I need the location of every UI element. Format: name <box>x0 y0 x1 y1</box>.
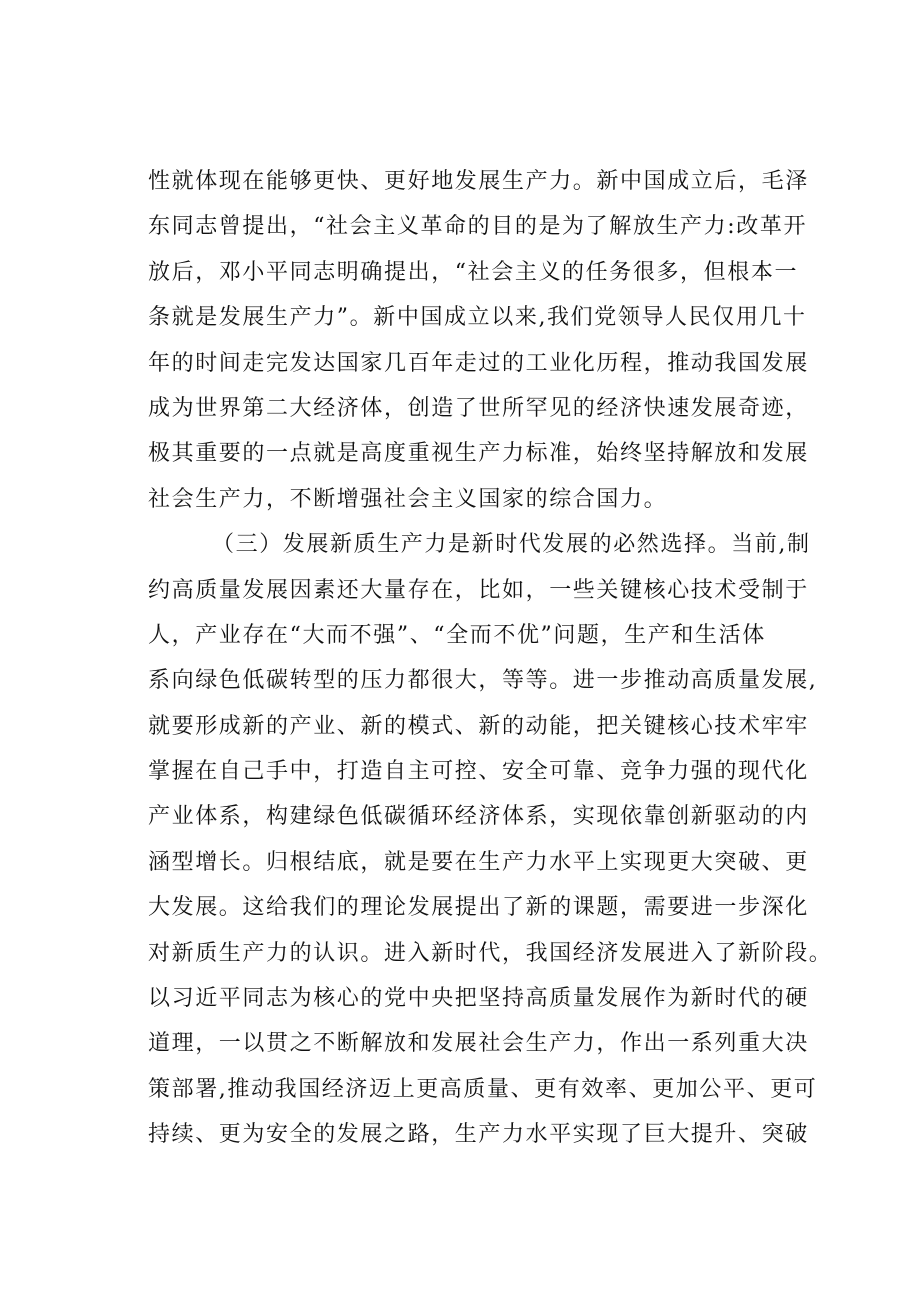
text-line: 成为世界第二大经济体，创造了世所罕见的经济快速发展奇迹， <box>148 395 809 421</box>
text-line: 对新质生产力的认识。进入新时代，我国经济发展进入了新阶段。 <box>148 940 833 966</box>
text-line: 约高质量发展因素还大量存在，比如，一些关键核心技术受制于 <box>148 577 809 603</box>
text-line: 以习近平同志为核心的党中央把坚持高质量发展作为新时代的硬 <box>148 986 809 1012</box>
body-text <box>148 159 833 1158</box>
text-line: 极其重要的一点就是高度重视生产力标准，始终坚持解放和发展 <box>148 441 809 467</box>
text-line: 年的时间走完发达国家几百年走过的工业化历程，推动我国发展 <box>148 350 809 376</box>
text-line: 掌握在自己手中，打造自主可控、安全可靠、竞争力强的现代化 <box>148 759 809 785</box>
text-line: 产业体系，构建绿色低碳循环经济体系，实现依靠创新驱动的内 <box>148 804 809 830</box>
text-line: 东同志曾提出，“社会主义革命的目的是为了解放生产力:改革开 <box>148 214 808 240</box>
text-line: 涵型增长。归根结底，就是要在生产力水平上实现更大突破、更 <box>148 849 809 875</box>
text-line: 系向绿色低碳转型的压力都很大，等等。进一步推动高质量发展, <box>148 668 818 694</box>
text-line: 社会生产力，不断增强社会主义国家的综合国力。 <box>148 486 668 512</box>
text-line: 持续、更为安全的发展之路，生产力水平实现了巨大提升、突破 <box>148 1122 809 1148</box>
text-line: 大发展。这给我们的理论发展提出了新的课题，需要进一步深化 <box>148 895 809 921</box>
text-line: 道理，一以贯之不断解放和发展社会生产力，作出一系列重大决 <box>148 1031 809 1057</box>
text-line: 放后，邓小平同志明确提出，“社会主义的任务很多，但根本一 <box>148 259 799 285</box>
text-line: 条就是发展生产力”。新中国成立以来,我们党领导人民仅用几十 <box>148 305 807 331</box>
text-line: 性就体现在能够更快、更好地发展生产力。新中国成立后，毛泽 <box>148 169 809 194</box>
text-line: 人，产业存在“大而不强”、“全而不优”问题，生产和生活体 <box>148 622 766 648</box>
text-line: 就要形成新的产业、新的模式、新的动能，把关键核心技术牢牢 <box>148 713 809 739</box>
text-line: 策部署,推动我国经济迈上更高质量、更有效率、更加公平、更可 <box>148 1076 818 1102</box>
section-heading-line: （三）发展新质生产力是新时代发展的必然选择。当前,制 <box>212 532 811 558</box>
